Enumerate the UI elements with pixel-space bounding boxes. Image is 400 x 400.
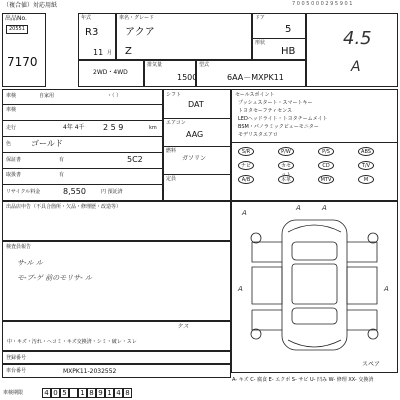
equip-tv: T/V [358,161,374,170]
equip-leather: 本革 [278,175,294,184]
period-digit: 0 [51,388,60,398]
period-digit: 8 [87,388,96,398]
registration-box [2,89,163,201]
inspector-line: サ-ル ル [17,259,43,267]
equip-cassette: カセット [278,161,294,170]
color-code: 5C2 [127,155,143,164]
doors-label: ドア [255,15,265,21]
name-label: 車名・グレード [119,15,155,21]
name-box [116,13,252,60]
drive-value: 2WD・4WD [93,69,128,76]
fuel-value: ガソリン [182,155,207,162]
year-label: 年式 [81,15,92,21]
equip-pw: P/W [278,147,294,156]
displacement-box [144,60,196,87]
doors-value: 5 [285,24,292,35]
lot-label: 出品No. [5,15,27,22]
sales-point-item: LEDヘッドライト・トヨタチームメイト [238,116,328,122]
vehicle-grade: Z [125,46,132,57]
year-era: R3 [85,27,99,38]
car-diagram [232,202,397,372]
recycle-value: 8,550 [63,187,86,196]
checklist-box [2,321,231,351]
model-label: 型式 [199,62,210,68]
top-note: （複合値）対応用紙 [3,2,58,9]
lot-box [2,13,46,87]
mileage-unit: km [149,125,157,131]
shaken-value: 自家用 [39,93,55,99]
seats-label: 定員 [166,176,177,182]
recycle-label: リサイクル料金 [6,189,41,195]
mileage-value: 2 5 9 [103,123,124,132]
year-month: 11 [93,48,104,57]
year-month-unit: 月 [107,50,113,56]
period-digit: 9 [96,388,105,398]
sales-point-item: BSM・パノラミックビューモニター [238,124,319,130]
doors-box [252,13,306,60]
lot-small: 20551 [6,25,28,34]
interior-grade: A [351,59,361,75]
chassis-label: 車台番号 [6,368,27,374]
equip-ab: A/B [238,175,254,184]
inspector-label: 検査員報告 [6,244,32,250]
period-digit: 4 [42,388,51,398]
color-label: 色 [6,141,12,147]
period-digit [69,388,78,398]
displacement-value: 1500 [177,73,198,82]
shift-value: DAT [188,100,204,109]
lot-number: 7170 [7,55,38,69]
equip-ps: P/S [318,147,334,156]
period-digit: 1 [105,388,114,398]
body-type-label: 形状 [255,40,266,46]
shakenexp-label: 車検 [6,107,17,113]
reg-number-label: 登録番号 [6,355,27,361]
manual-label: 取扱書 [6,172,22,178]
ac-value: AAG [186,130,204,139]
period-label: 車検期限 [3,390,24,396]
period-digit: 8 [123,388,132,398]
sales-point-item: トヨタセーフティセンス [238,108,293,114]
checklist-text: 中・キズ・汚れ・ヘコミ・キズ交換済・シミ・破レ・スレ [7,339,137,345]
equip-navi: ナビ [238,161,254,170]
mileage-label: 走行 [6,125,17,131]
period-digit: 5 [60,388,69,398]
damage-mark: A [384,285,389,293]
shift-label: シフト [166,92,182,98]
inspector-line: モ-ブ-ゲ 前のモリサ- ル [17,274,92,282]
sales-point-item: プッシュスタート・スマートキー [238,100,313,106]
shaken-label: 車検 [6,93,17,99]
color-value: ゴールド [31,139,63,148]
equip-abs: ABS [358,147,374,156]
sales-point-title: セールスポイント [235,92,275,98]
equip-m: M [358,175,374,184]
reg-number-row [2,351,231,364]
model-box [196,60,306,87]
shift-panel [163,89,231,201]
drive-box [78,60,144,87]
inspector-box [2,241,231,321]
chassis-value: MXPK11-2032552 [63,368,117,375]
damage-mark: A [242,209,247,217]
vehicle-name: アクア [125,27,155,38]
period-digit: 4 [114,388,123,398]
manual-value: 有 [59,172,65,178]
damage-legend: A- キズ C- 腐食 E- エクボ S- サビ U- 凹み W- 修理 XX- 交換済 [232,377,374,383]
spare-label: スペア [362,361,381,368]
model-value: 6AA－MXPK11 [227,73,284,82]
recycle-unit: 円 預託済 [101,189,123,195]
warranty-label: 保証書 [6,157,22,163]
damage-mark: A [296,204,301,212]
sales-point-item: モデリスタエアロ [238,132,278,138]
equip-cd: CD [318,161,334,170]
shaken-date: ・（ ） [107,93,122,99]
displacement-label: 排気量 [147,62,163,68]
cut-number: 7 0 0 5 0 0 0 2 9 5 9 0 1 [292,1,353,7]
ac-label: エアコン [166,120,186,126]
chassis-row [2,364,231,378]
warranty-value: 有 [59,157,65,163]
damage-mark: A [238,285,243,293]
sales-point-box [231,89,398,201]
damage-mark: A [322,204,327,212]
options-box [2,201,231,241]
equip-mtv: MTV [318,175,334,184]
options-label: 出品店申告（不具合箇所・欠品・修理歴・改造等） [6,204,122,210]
mileage-prefix: 4年 4千 [63,124,85,131]
year-box [78,13,116,60]
score-box [306,13,398,87]
equip-sr: S/R [238,147,254,156]
period-digit: 1 [78,388,87,398]
fuel-label: 燃料 [166,148,177,154]
body-type: HB [281,46,296,57]
checklist-note: ケス [177,323,189,330]
car-diagram-box [231,201,398,373]
score-value: 4.5 [343,28,372,49]
